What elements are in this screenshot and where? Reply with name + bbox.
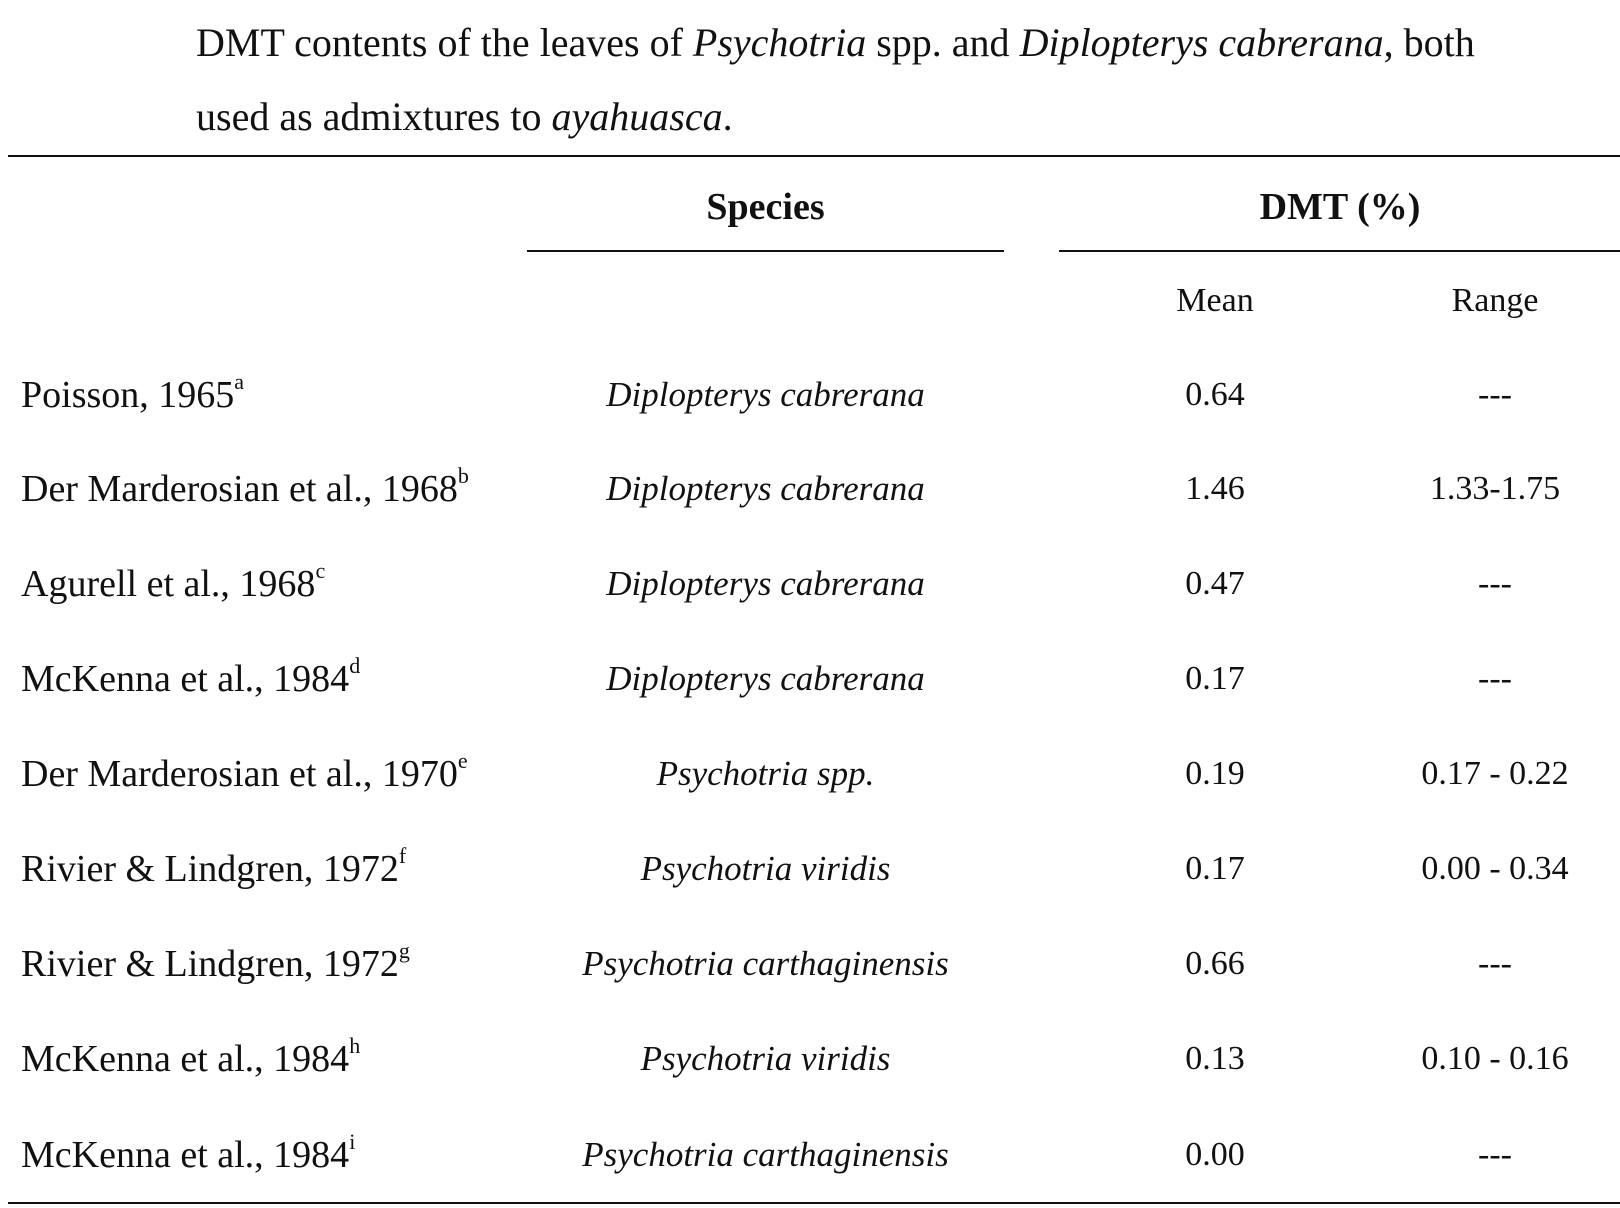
species-cell: Diplopterys cabrerana bbox=[606, 469, 925, 508]
species-header-rule bbox=[527, 250, 1004, 252]
reference-cell bbox=[21, 839, 406, 899]
footnote-marker: h bbox=[349, 1033, 361, 1059]
reference-text: Der Marderosian et al., 1970 bbox=[21, 753, 458, 795]
footnote-marker: f bbox=[398, 843, 407, 869]
reference-text: McKenna et al., 1984 bbox=[21, 658, 350, 700]
range-cell: --- bbox=[1478, 660, 1512, 697]
footnote-marker: c bbox=[315, 558, 326, 584]
mean-cell: 0.47 bbox=[1185, 565, 1245, 602]
reference-text: Rivier & Lindgren, 1972 bbox=[21, 848, 399, 890]
mean-cell: 1.46 bbox=[1185, 470, 1245, 507]
species-cell: Psychotria carthaginensis bbox=[582, 1135, 949, 1174]
table-row bbox=[0, 744, 1620, 804]
table-row bbox=[0, 839, 1620, 899]
caption-italic-term: ayahuasca bbox=[551, 94, 723, 139]
table-bottom-rule bbox=[8, 1202, 1620, 1204]
mean-cell: 0.66 bbox=[1185, 945, 1245, 982]
mean-cell: 0.17 bbox=[1185, 660, 1245, 697]
range-cell: 0.00 - 0.34 bbox=[1421, 850, 1569, 887]
reference-cell bbox=[21, 459, 469, 519]
mean-cell: 0.17 bbox=[1185, 850, 1245, 887]
footnote-marker: g bbox=[398, 938, 410, 964]
table-row bbox=[0, 934, 1620, 994]
reference-cell bbox=[21, 1125, 355, 1185]
table-row bbox=[0, 1125, 1620, 1185]
mean-cell: 0.19 bbox=[1185, 755, 1245, 792]
mean-cell: 0.13 bbox=[1185, 1040, 1245, 1077]
mean-cell: 0.00 bbox=[1185, 1136, 1245, 1173]
reference-cell bbox=[21, 649, 360, 709]
species-cell: Psychotria viridis bbox=[640, 1039, 891, 1078]
species-cell: Psychotria spp. bbox=[656, 754, 875, 793]
species-cell: Psychotria carthaginensis bbox=[582, 944, 949, 983]
dmt-column-header: DMT (%) bbox=[1259, 186, 1421, 228]
reference-text: Rivier & Lindgren, 1972 bbox=[21, 943, 399, 985]
species-cell: Diplopterys cabrerana bbox=[606, 375, 925, 414]
mean-cell: 0.64 bbox=[1185, 376, 1245, 413]
range-cell: --- bbox=[1478, 1136, 1512, 1173]
species-cell: Diplopterys cabrerana bbox=[606, 659, 925, 698]
range-cell: 0.10 - 0.16 bbox=[1421, 1040, 1569, 1077]
species-cell: Psychotria viridis bbox=[640, 849, 891, 888]
range-cell: 1.33-1.75 bbox=[1429, 470, 1561, 507]
table-row bbox=[0, 459, 1620, 519]
footnote-marker: a bbox=[234, 369, 245, 395]
caption-text: spp. and bbox=[866, 20, 1020, 65]
footnote-marker: b bbox=[457, 463, 469, 489]
range-subheader: Range bbox=[1451, 282, 1539, 319]
reference-text: Der Marderosian et al., 1968 bbox=[21, 468, 458, 510]
caption-line-1 bbox=[196, 6, 1620, 80]
caption-line-2 bbox=[196, 80, 1620, 154]
dmt-header-rule bbox=[1059, 250, 1620, 252]
reference-text: Poisson, 1965 bbox=[21, 374, 235, 416]
reference-cell bbox=[21, 365, 244, 425]
range-cell: --- bbox=[1478, 376, 1512, 413]
species-cell: Diplopterys cabrerana bbox=[606, 564, 925, 603]
reference-cell bbox=[21, 554, 325, 614]
species-column-header: Species bbox=[706, 186, 825, 228]
footnote-marker: d bbox=[349, 653, 361, 679]
table-caption bbox=[196, 6, 1620, 154]
table-row bbox=[0, 365, 1620, 425]
footnote-marker: i bbox=[349, 1129, 356, 1155]
caption-text: , both bbox=[1383, 20, 1475, 65]
caption-text: . bbox=[722, 94, 733, 139]
reference-cell bbox=[21, 934, 410, 994]
table-row bbox=[0, 1029, 1620, 1089]
reference-text: Agurell et al., 1968 bbox=[21, 563, 316, 605]
reference-cell bbox=[21, 744, 468, 804]
table-row bbox=[0, 554, 1620, 614]
table-top-rule bbox=[8, 155, 1620, 157]
caption-text: DMT contents of the leaves of bbox=[196, 20, 693, 65]
caption-italic-term: Psychotria bbox=[692, 20, 867, 65]
footnote-marker: e bbox=[457, 748, 468, 774]
reference-text: McKenna et al., 1984 bbox=[21, 1134, 350, 1176]
table-row bbox=[0, 649, 1620, 709]
range-cell: --- bbox=[1478, 945, 1512, 982]
caption-text: used as admixtures to bbox=[196, 94, 552, 139]
reference-cell bbox=[21, 1029, 360, 1089]
range-cell: --- bbox=[1478, 565, 1512, 602]
mean-subheader: Mean bbox=[1176, 282, 1254, 319]
range-cell: 0.17 - 0.22 bbox=[1421, 755, 1569, 792]
reference-text: McKenna et al., 1984 bbox=[21, 1038, 350, 1080]
caption-italic-term: Diplopterys cabrerana bbox=[1019, 20, 1384, 65]
